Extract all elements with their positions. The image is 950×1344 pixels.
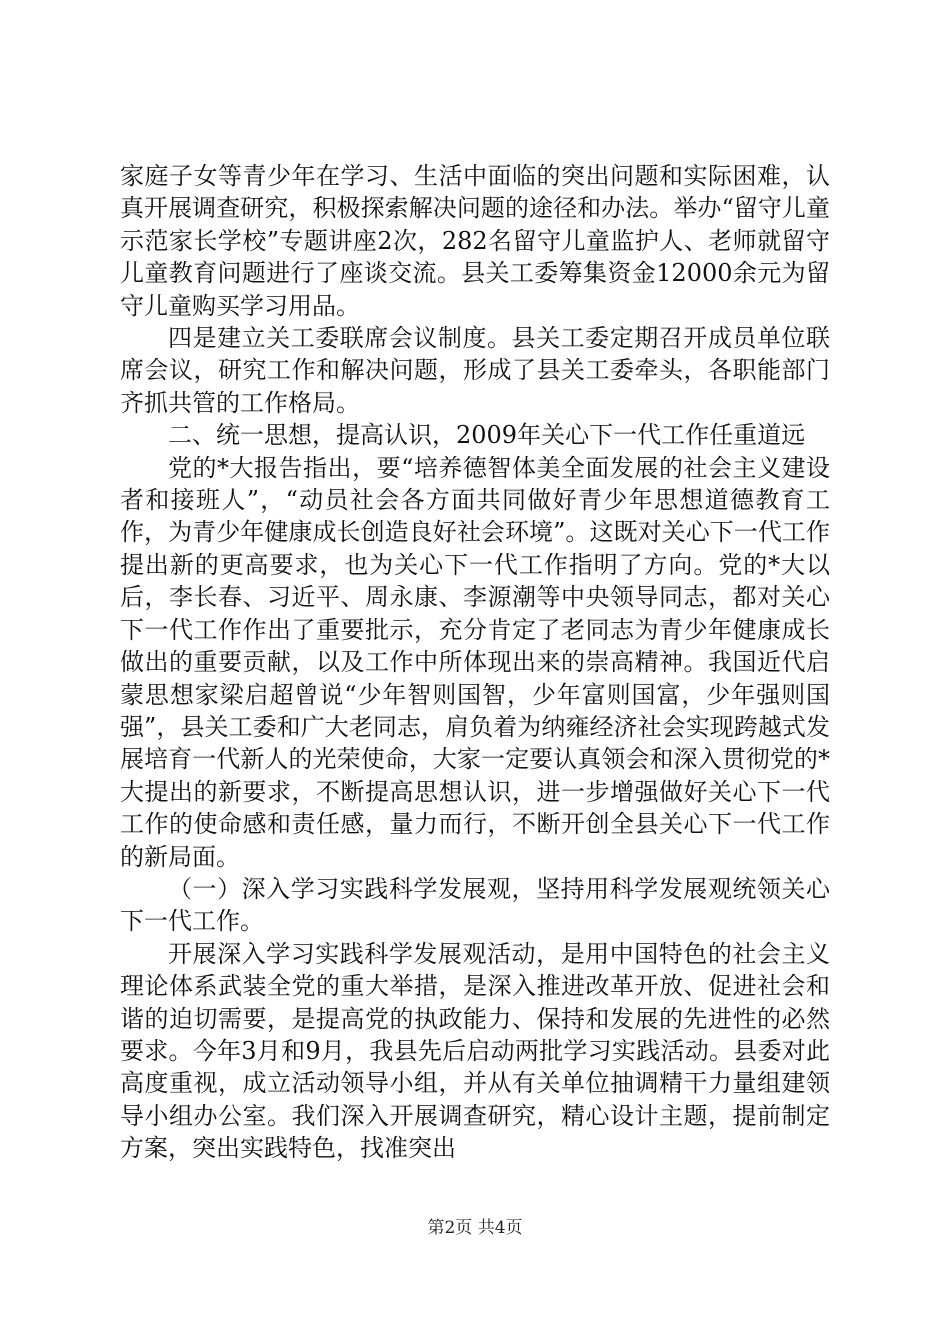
document-body — [120, 160, 830, 1165]
paragraph-scientific-development: 开展深入学习实践科学发展观活动，是用中国特色的社会主义理论体系武装全党的重大举措，是深入推进改革开放、促进社会和谐的迫切需要，是提高党的执政能力、保持和发展的先进性的必然要求。今年3月和9月，我县先后启动两批学习实践活动。县委对此高度重视，成立活动领导小组，并从有关单位抽调精干力量组建领导小组办公室。我们深入开展调查研究，精心设计主题，提前制定方案，突出实践特色，找准突出 — [120, 939, 830, 1163]
paragraph-point-four: 四是建立关工委联席会议制度。县关工委定期召开成员单位联席会议，研究工作和解决问题，形成了县关工委牵头，各职能部门齐抓共管的工作格局。 — [120, 324, 830, 417]
page-footer: 第2页 共4页 — [427, 1218, 523, 1238]
paragraph-continued: 家庭子女等青少年在学习、生活中面临的突出问题和实际困难，认真开展调查研究，积极探索解决问题的途径和办法。举办“留守儿童示范家长学校”专题讲座2次，282名留守儿童监护人、老师就留守儿童教育问题进行了座谈交流。县关工委筹集资金12000余元为留守儿童购买学习用品。 — [120, 162, 830, 320]
paragraph-party-report: 党的*大报告指出，要“培养德智体美全面发展的社会主义建设者和接班人”，“动员社会各方面共同做好青少年思想道德教育工作，为青少年健康成长创造良好社会环境”。这既对关心下一代工作提出新的更高要求，也为关心下一代工作指明了方向。党的*大以后，李长春、习近平、周永康、李源潮等中央领导同志，都对关心下一代工作作出了重要批示，充分肯定了老同志为青少年健康成长做出的重要贡献，以及工作中所体现出来的崇高精神。我国近代启蒙思想家梁启超曾说“少年智则国智，少年富则国富，少年强则国强”，县关工委和广大老同志，肩负着为纳雍经济社会实现跨越式发展培育一代新人的光荣使命，大家一定要认真领会和深入贯彻党的*大提出的新要求，不断提高思想认识，进一步增强做好关心下一代工作的使命感和责任感，量力而行，不断开创全县关心下一代工作的新局面。 — [120, 453, 830, 871]
section-heading-two: 二、统一思想，提高认识，2009年关心下一代工作任重道远 — [168, 421, 806, 450]
subsection-heading-one: （一）深入学习实践科学发展观，坚持用科学发展观统领关心下一代工作。 — [120, 874, 830, 936]
